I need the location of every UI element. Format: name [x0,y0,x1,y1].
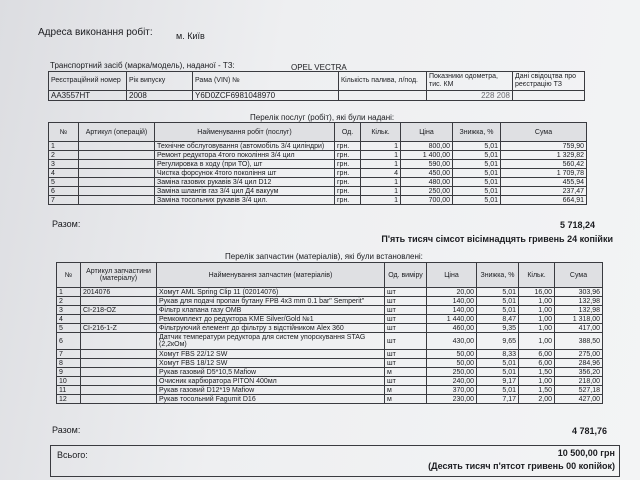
table-cell: Хомут FBS 22/12 SW [157,350,385,359]
table-cell: грн. [335,160,361,169]
table-cell: 303,96 [555,288,603,297]
table-cell: 5,01 [453,151,501,160]
table-cell [81,395,157,404]
vehicle-header: Дані свідоцтва про реєстрацію ТЗ [513,72,585,91]
table-cell: 1 318,00 [555,315,603,324]
table-cell: 1,00 [519,297,555,306]
table-cell: 5 [49,178,79,187]
services-header: Найменування робіт (послуг) [155,123,335,142]
table-cell: 427,00 [555,395,603,404]
table-cell: 1,00 [519,333,555,350]
table-cell [79,178,155,187]
table-cell: 7 [49,196,79,205]
grand-total-label: Всього: [57,450,88,460]
address-label: Адреса виконання робіт: [38,27,153,38]
table-cell: м [385,368,427,377]
table-cell: 230,00 [427,395,477,404]
table-cell: м [385,386,427,395]
table-cell: 1 [361,178,401,187]
table-cell [81,386,157,395]
table-cell: 140,00 [427,297,477,306]
table-cell: 5 [57,324,81,333]
vehicle-value: 228 208 [427,91,513,101]
table-cell: 5,01 [477,386,519,395]
table-cell: 3 [49,160,79,169]
table-cell: 370,00 [427,386,477,395]
vehicle-value: АА3557НТ [49,91,127,101]
table-cell: 5,01 [453,169,501,178]
table-cell: 1 [57,288,81,297]
table-cell: 4 [57,315,81,324]
services-header: Сума [501,123,587,142]
table-row [49,187,587,196]
table-cell: 5,01 [453,178,501,187]
parts-header: Артикул запчастини (матеріалу) [81,263,157,288]
table-cell: Датчик температури редуктора для систем упорскування STAG (2,2кОм) [157,333,385,350]
parts-total-label: Разом: [52,425,81,435]
vehicle-header: Показники одометра, тис. КМ [427,72,513,91]
table-cell: грн. [335,142,361,151]
table-cell: шт [385,297,427,306]
table-cell: 10 [57,377,81,386]
table-cell: 2 [57,297,81,306]
grand-total-amount: 10 500,00 грн [557,448,615,458]
table-cell: шт [385,306,427,315]
parts-header: Знижка, % [477,263,519,288]
services-header: № [49,123,79,142]
table-cell [79,196,155,205]
table-cell [81,350,157,359]
table-cell: шт [385,315,427,324]
vehicle-value [339,91,427,101]
vehicle-header: Реєстраційний номер [49,72,127,91]
table-cell: 250,00 [427,368,477,377]
parts-total: 4 781,76 [572,426,608,436]
table-cell: 1,00 [519,315,555,324]
table-cell: Хомут AML Spring Clip 11 (02014076) [157,288,385,297]
table-cell: Рукав тосольний Fagumit D16 [157,395,385,404]
table-cell: 5,01 [453,187,501,196]
table-cell: грн. [335,196,361,205]
table-cell: CI-218-OZ [81,306,157,315]
table-cell: шт [385,288,427,297]
table-cell: Заміна газових рукавів 3/4 цил D12 [155,178,335,187]
table-cell: 7 [57,350,81,359]
table-cell [81,315,157,324]
table-cell: м [385,395,427,404]
table-cell [81,377,157,386]
table-cell [81,333,157,350]
parts-title: Перелік запчастин (матеріалів), які були встановлені: [225,252,423,261]
table-cell: 455,94 [501,178,587,187]
table-cell: 1 [361,142,401,151]
table-cell: 132,98 [555,297,603,306]
table-cell: 417,00 [555,324,603,333]
parts-header: Найменування запчастин (матеріалів) [157,263,385,288]
table-row [57,386,603,395]
table-cell: 480,00 [401,178,453,187]
table-row [49,151,587,160]
table-cell: 237,47 [501,187,587,196]
parts-body [57,288,603,404]
table-cell: 20,00 [427,288,477,297]
table-cell: 460,00 [427,324,477,333]
table-cell: 450,00 [401,169,453,178]
table-cell [79,151,155,160]
table-row [49,160,587,169]
table-cell: 50,00 [427,359,477,368]
table-cell: 800,00 [401,142,453,151]
table-row [57,315,603,324]
services-title: Перелік послуг (робіт), які були надані: [250,113,395,122]
table-cell: 430,00 [427,333,477,350]
table-cell: 140,00 [427,306,477,315]
table-cell: 560,42 [501,160,587,169]
table-cell: 1,00 [519,377,555,386]
parts-table [56,262,603,404]
table-row [57,333,603,350]
table-cell: Технічне обслуговування (автомобіль 3/4 циліндри) [155,142,335,151]
table-cell: 590,00 [401,160,453,169]
table-cell: 4 [49,169,79,178]
table-cell: 5,01 [477,359,519,368]
parts-header: Ціна [427,263,477,288]
table-cell: 12 [57,395,81,404]
table-cell: 132,98 [555,306,603,315]
table-cell: 8,33 [477,350,519,359]
table-cell: Ремкомплект до редуктора KME Silver/Gold №1 [157,315,385,324]
table-cell: 1 [49,142,79,151]
table-cell: 1,50 [519,368,555,377]
table-row [57,324,603,333]
table-cell: 218,00 [555,377,603,386]
table-cell: 9,35 [477,324,519,333]
table-cell: 2,00 [519,395,555,404]
table-cell: 6,00 [519,350,555,359]
table-cell: 5,01 [477,297,519,306]
table-cell: 9 [57,368,81,377]
parts-header: № [57,263,81,288]
table-cell: 1 440,00 [427,315,477,324]
table-cell [79,142,155,151]
table-cell: 240,00 [427,377,477,386]
table-cell: Хомут FBS 18/12 SW [157,359,385,368]
vehicle-model: OPEL VECTRA [291,63,347,72]
vehicle-header: Кількість палива, л/под. [339,72,427,91]
table-cell: 1,00 [519,306,555,315]
table-cell: шт [385,377,427,386]
parts-header: Од. виміру [385,263,427,288]
table-cell: 8 [57,359,81,368]
address-city: м. Київ [176,31,205,41]
table-cell [81,359,157,368]
table-cell: 7,17 [477,395,519,404]
table-row [57,359,603,368]
table-cell: 5,01 [477,368,519,377]
table-cell: Регулировка в ходу (при ТО), шт [155,160,335,169]
table-row [49,178,587,187]
table-row [57,297,603,306]
table-cell: грн. [335,187,361,196]
table-cell: шт [385,359,427,368]
table-cell: 1 329,82 [501,151,587,160]
parts-header: Сума [555,263,603,288]
table-cell: 16,00 [519,288,555,297]
vehicle-header: Рама (VIN) № [193,72,339,91]
table-cell [81,368,157,377]
table-row [57,306,603,315]
table-cell: шт [385,333,427,350]
table-row [49,196,587,205]
table-cell: Рукав для подачі пропан бутану FPB 4x3 mm 0.1 bar" Semperit" [157,297,385,306]
table-cell: 50,00 [427,350,477,359]
parts-header: Кільк. [519,263,555,288]
vehicle-value: 2008 [127,91,193,101]
vehicle-value: Y6D0ZCF6981048970 [193,91,339,101]
table-cell [79,187,155,196]
grand-total-words: (Десять тисяч п'ятсот гривень 00 копійок) [428,461,615,471]
table-cell: 1 400,00 [401,151,453,160]
table-cell: 1,50 [519,386,555,395]
table-cell: грн. [335,178,361,187]
table-cell: Заміна шлангів газ 3/4 цил Д4 вакуум [155,187,335,196]
table-cell: 9,65 [477,333,519,350]
services-body [49,142,587,205]
services-total-label: Разом: [52,219,81,229]
table-cell: 356,20 [555,368,603,377]
table-cell: Заміна тосольних рукавів 3/4 цил. [155,196,335,205]
services-header: Кільк. [361,123,401,142]
table-cell: CI-216-1-Z [81,324,157,333]
table-row [49,142,587,151]
table-cell: Рукав газовий D5*10,5 Mafiow [157,368,385,377]
table-row [57,288,603,297]
table-cell [81,297,157,306]
table-cell: 250,00 [401,187,453,196]
table-row [57,377,603,386]
table-cell: 1 [361,187,401,196]
table-cell: грн. [335,169,361,178]
table-cell: 759,90 [501,142,587,151]
table-cell: 664,91 [501,196,587,205]
table-cell: 1 [361,196,401,205]
table-cell: 527,18 [555,386,603,395]
table-cell: Очисник карбюратора PITON 400мл [157,377,385,386]
table-cell: грн. [335,151,361,160]
table-cell: 9,17 [477,377,519,386]
table-cell: 2014076 [81,288,157,297]
table-cell: 5,01 [453,142,501,151]
table-cell: 6 [49,187,79,196]
table-row [49,169,587,178]
services-header: Од. [335,123,361,142]
table-cell: шт [385,324,427,333]
table-cell: 388,50 [555,333,603,350]
table-cell: 6,00 [519,359,555,368]
table-row [57,350,603,359]
services-total: 5 718,24 [560,220,596,230]
table-cell: 1,00 [519,324,555,333]
services-header: Ціна [401,123,453,142]
table-row [57,395,603,404]
table-cell [79,169,155,178]
table-cell: 700,00 [401,196,453,205]
vehicle-label: Транспортний засіб (марка/модель), наданої - ТЗ: [50,61,235,70]
table-cell: 11 [57,386,81,395]
services-header: Знижка, % [453,123,501,142]
table-cell: 5,01 [477,288,519,297]
vehicle-table [48,71,585,101]
table-cell: Фільтр клапана газу OMB [157,306,385,315]
services-total-words: П'ять тисяч сімсот вісімнадцять гривень 24 копійки [381,234,613,244]
table-cell: 1 709,78 [501,169,587,178]
table-cell: 5,01 [477,306,519,315]
grand-total-box [50,445,620,477]
table-cell: 5,01 [453,160,501,169]
table-cell [79,160,155,169]
services-table [48,122,587,205]
table-cell: Рукав газовий D12*19 Mafiow [157,386,385,395]
table-cell: 4 [361,169,401,178]
table-cell: 5,01 [453,196,501,205]
table-cell: 3 [57,306,81,315]
table-cell: шт [385,350,427,359]
table-cell: Чистка форсунок 4того покоління шт [155,169,335,178]
table-cell: Ремонт редуктора 4того покоління 3/4 цил [155,151,335,160]
table-cell: 275,00 [555,350,603,359]
services-header: Артикул (операцій) [79,123,155,142]
table-cell: 1 [361,160,401,169]
vehicle-header: Рік випуску [127,72,193,91]
table-cell: Фільтруючий елемент до фільтру з відстійником Alex 360 [157,324,385,333]
table-cell: 1 [361,151,401,160]
table-cell: 284,96 [555,359,603,368]
vehicle-value [513,91,585,101]
table-cell: 6 [57,333,81,350]
table-row [57,368,603,377]
table-cell: 8,47 [477,315,519,324]
table-cell: 2 [49,151,79,160]
